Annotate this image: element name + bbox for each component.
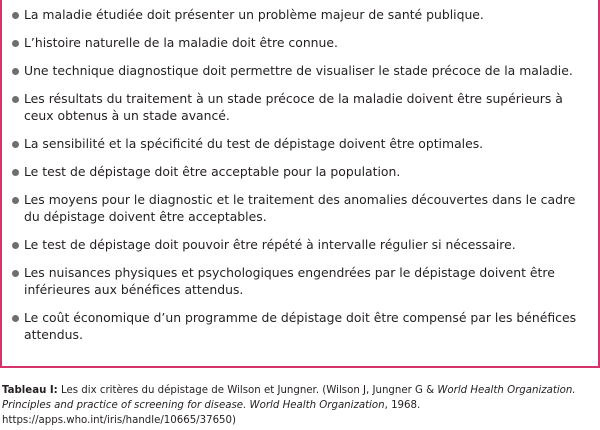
criteria-list — [12, 6, 590, 343]
bullet-icon — [12, 96, 19, 103]
caption-text: Les dix critères du dépistage de Wilson et Jungner. (Wilson J, Jungner G & — [57, 385, 438, 396]
criterion-item — [12, 163, 590, 180]
criterion-item — [12, 191, 590, 225]
criterion-text: Le test de dépistage doit être acceptable pour la population. — [24, 164, 401, 179]
criterion-item — [12, 90, 590, 124]
bullet-icon — [12, 197, 19, 204]
bullet-icon — [12, 40, 19, 47]
bullet-icon — [12, 12, 19, 19]
criterion-item — [12, 309, 590, 343]
criterion-text: Les résultats du traitement à un stade précoce de la maladie doivent être supérieurs à ceux obtenus à un stade avancé. — [24, 91, 563, 123]
bullet-icon — [12, 169, 19, 176]
criterion-text: Les nuisances physiques et psychologiques engendrées par le dépistage doivent être inférieures aux bénéfices attendus. — [24, 265, 555, 297]
caption-citation: , 1968. https://apps.who.int/iris/handle/10665/37650) — [2, 400, 421, 426]
criterion-text: La maladie étudiée doit présenter un problème majeur de santé publique. — [24, 7, 484, 22]
bullet-icon — [12, 242, 19, 249]
criterion-text: La sensibilité et la spécificité du test de dépistage doivent être optimales. — [24, 136, 484, 151]
criterion-text: L’histoire naturelle de la maladie doit être connue. — [24, 35, 338, 50]
bullet-icon — [12, 68, 19, 75]
bullet-icon — [12, 270, 19, 277]
criterion-text: Le coût économique d’un programme de dépistage doit être compensé par les bénéfices attendus. — [24, 310, 577, 342]
table-caption — [2, 383, 598, 428]
caption-reference-title: World Health Organization. Principles and practice of screening for disease. World Health Organization — [2, 385, 576, 411]
criterion-item — [12, 34, 590, 51]
caption-label: Tableau I: — [2, 385, 58, 396]
criterion-item — [12, 6, 590, 23]
criterion-item — [12, 236, 590, 253]
criterion-item — [12, 264, 590, 298]
criterion-item — [12, 62, 590, 79]
bullet-icon — [12, 141, 19, 148]
criterion-text: Les moyens pour le diagnostic et le traitement des anomalies découvertes dans le cadre du dépistage doivent être acceptables. — [24, 192, 576, 224]
criterion-text: Une technique diagnostique doit permettre de visualiser le stade précoce de la maladie. — [24, 63, 573, 78]
bullet-icon — [12, 315, 19, 322]
criterion-item — [12, 135, 590, 152]
criterion-text: Le test de dépistage doit pouvoir être répété à intervalle régulier si nécessaire. — [24, 237, 516, 252]
